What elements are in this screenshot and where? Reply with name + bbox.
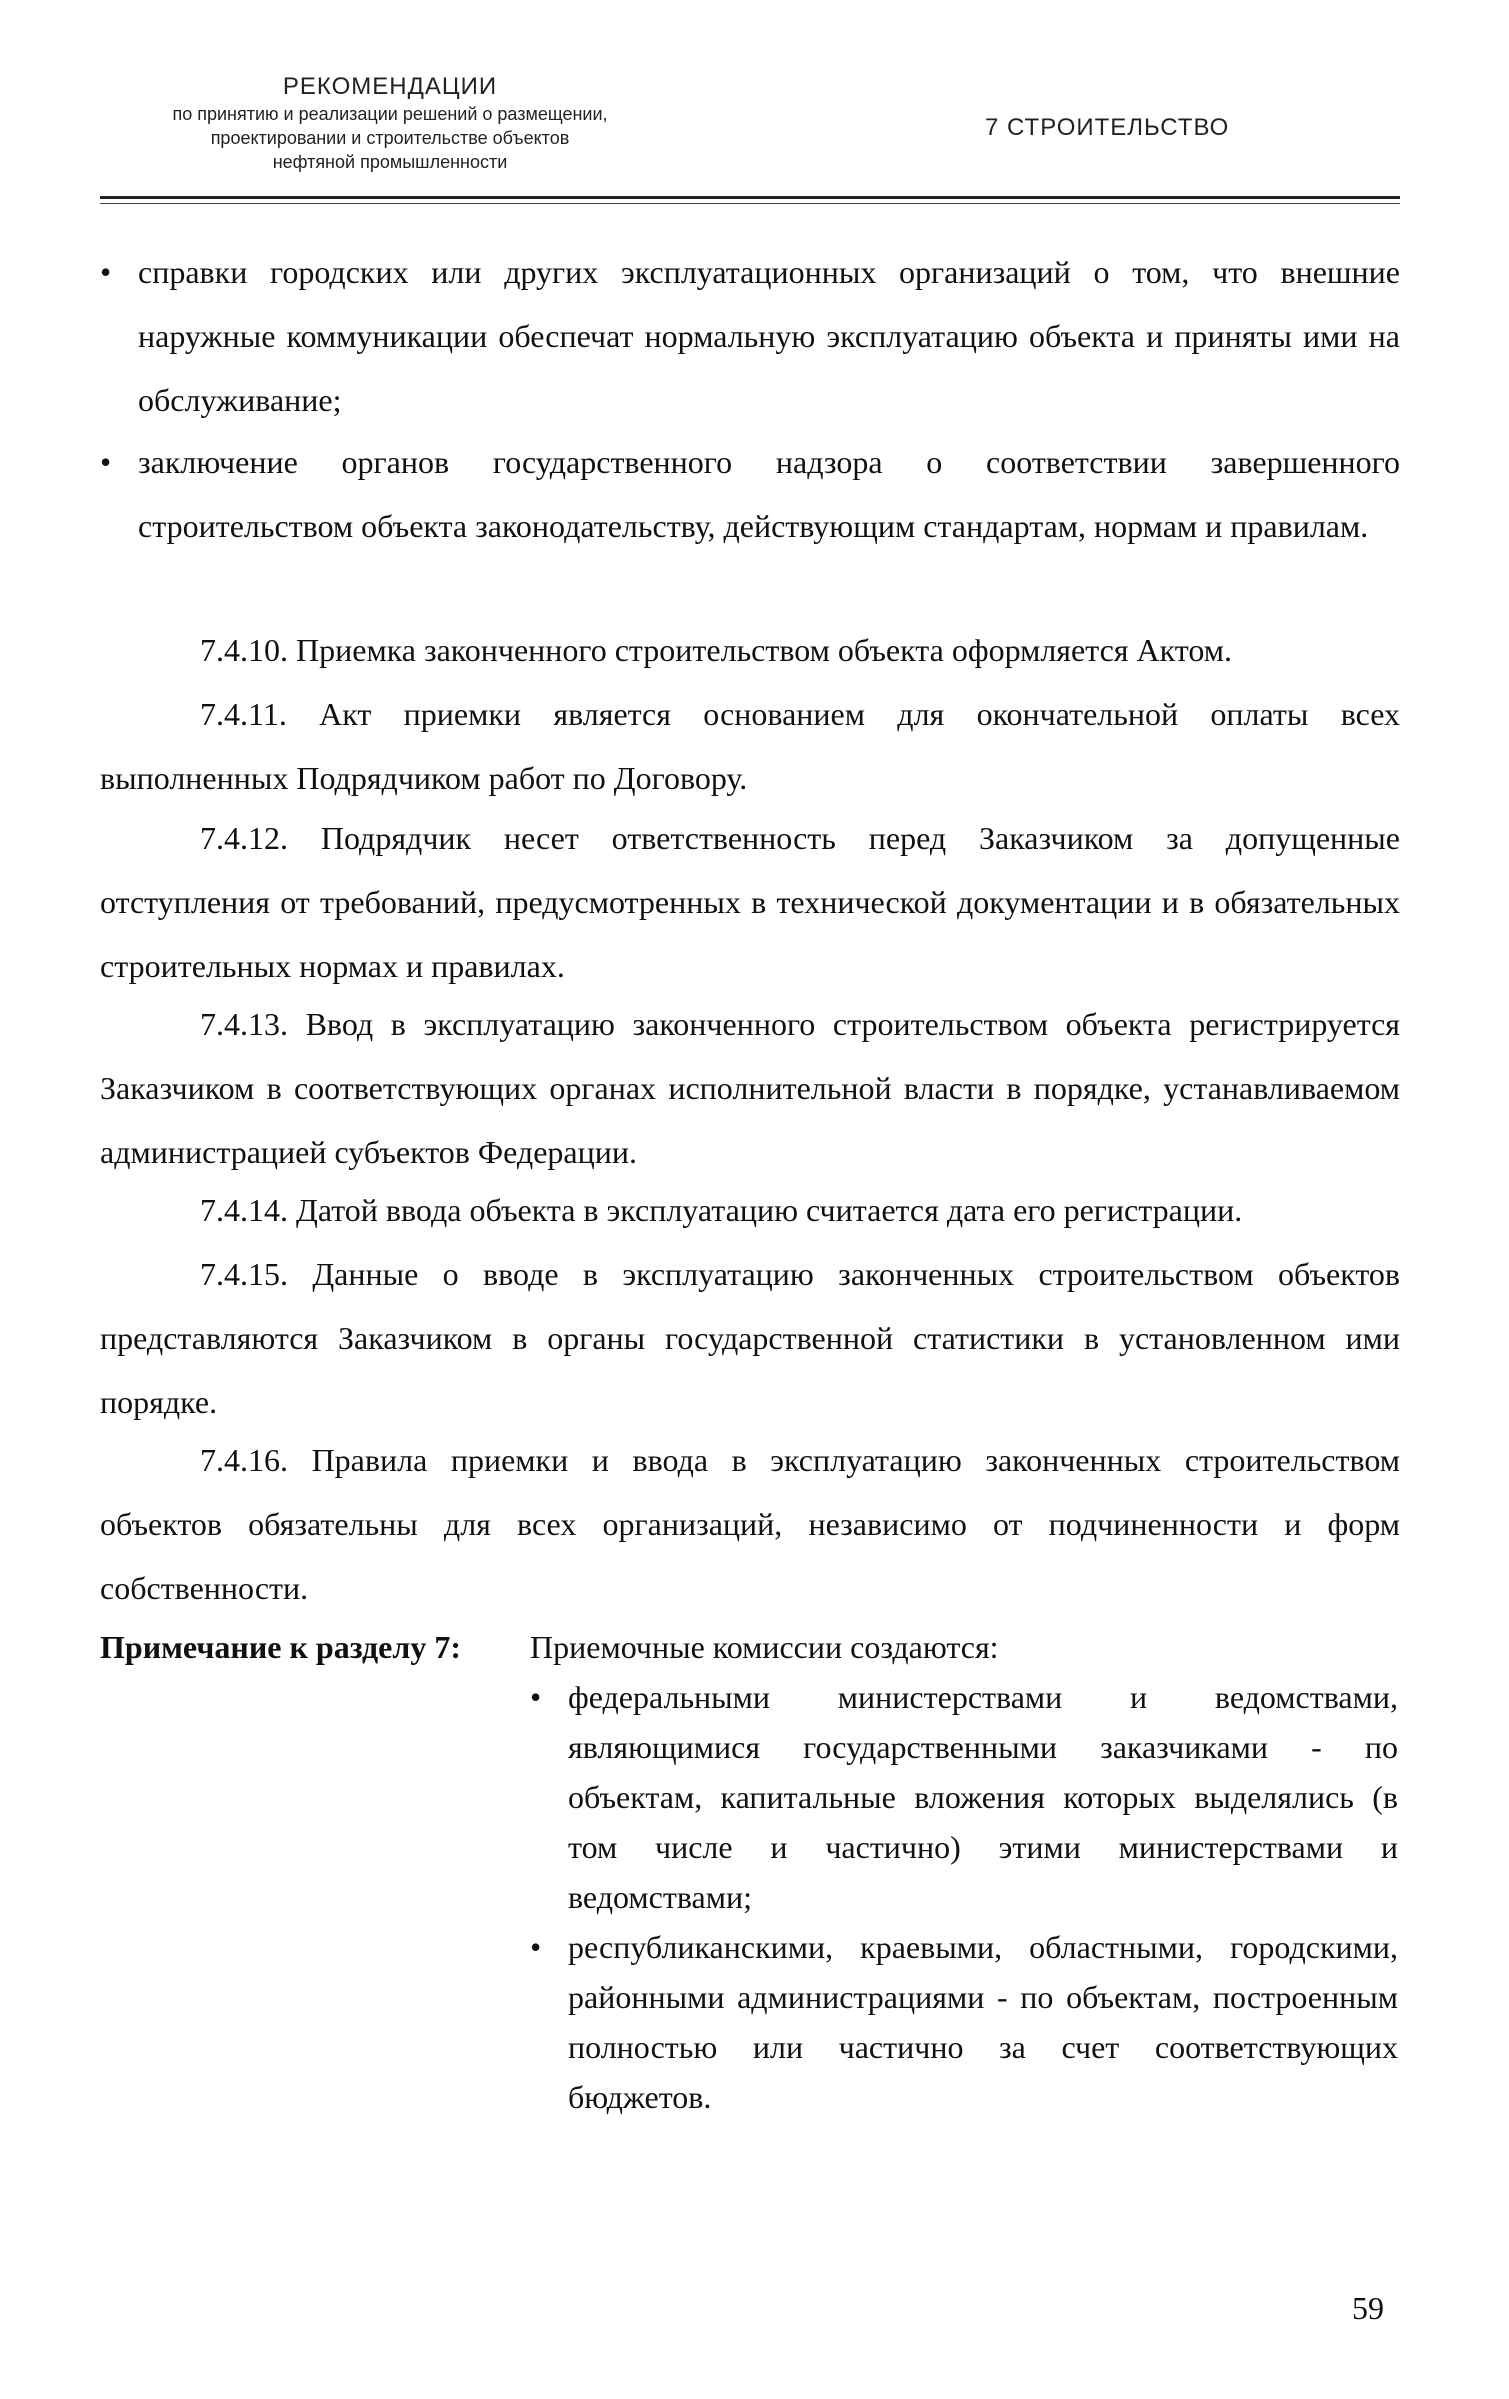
header-subtitle-line: по принятию и реализации решений о размещении, xyxy=(172,104,608,124)
bullet-icon: • xyxy=(530,1929,542,1965)
bullet-icon: • xyxy=(530,1679,542,1715)
header-document-title xyxy=(110,72,670,174)
bullet-item xyxy=(100,430,1400,558)
paragraph-7-4-12: 7.4.12. Подрядчик несет ответственность перед Заказчиком за допущенные отступления от требований, предусмотренных в технической документации и в обязательных строительных нормах и правилах. xyxy=(100,820,1400,984)
header-subtitle-line: проектировании и строительстве объектов xyxy=(210,128,570,148)
paragraph-7-4-11: 7.4.11. Акт приемки является основанием для окончательной оплаты всех выполненных Подрядчиком работ по Договору. xyxy=(100,696,1400,796)
paragraph-7-4-14: 7.4.14. Датой ввода объекта в эксплуатацию считается дата его регистрации. xyxy=(200,1192,1243,1228)
paragraph-7-4-15: 7.4.15. Данные о вводе в эксплуатацию законченных строительством объектов представляются Заказчиком в органы государственной статистики в установленном ими порядке. xyxy=(100,1256,1400,1420)
paragraph-7-4-13: 7.4.13. Ввод в эксплуатацию законченного строительством объекта регистрируется Заказчиком в соответствующих органах исполнительной власти в порядке, устанавливаемом администрацией субъектов Федерации. xyxy=(100,1006,1400,1170)
header-title: РЕКОМЕНДАЦИИ xyxy=(282,73,498,100)
note-label: Примечание к разделу 7: xyxy=(100,1629,461,1665)
note-item-text: республиканскими, краевыми, областными, городскими, районными администрациями - по объектам, построенным полностью или частично за счет соответствующих бюджетов. xyxy=(568,1929,1398,2115)
bullet-icon: • xyxy=(100,444,112,480)
bullet-text: справки городских или других эксплуатационных организаций о том, что внешние наружные коммуникации обеспечат нормальную эксплуатацию объекта и приняты ими на обслуживание; xyxy=(138,254,1400,418)
page-number: 59 xyxy=(1352,2290,1384,2326)
bullet-text: заключение органов государственного надзора о соответствии завершенного строительством объекта законодательству, действующим стандартам, нормам и правилам. xyxy=(138,444,1400,544)
bullet-icon: • xyxy=(100,254,112,290)
note-item-text: федеральными министерствами и ведомствами, являющимися государственными заказчиками - по объектам, капитальные вложения которых выделялись (в том числе и частично) этими министерствами и ведомствами; xyxy=(568,1679,1398,1915)
header-divider-thin xyxy=(100,203,1400,204)
header-divider-thick xyxy=(100,196,1400,199)
paragraph-7-4-16: 7.4.16. Правила приемки и ввода в эксплуатацию законченных строительством объектов обязательны для всех организаций, независимо от подчиненности и форм собственности. xyxy=(100,1442,1400,1606)
bullet-item xyxy=(100,240,1400,432)
note-list-item xyxy=(530,1922,1398,2122)
header-section-name: 7 СТРОИТЕЛЬСТВО xyxy=(985,114,1230,141)
paragraph-7-4-10: 7.4.10. Приемка законченного строительством объекта оформляется Актом. xyxy=(200,632,1232,668)
note-intro: Приемочные комиссии создаются: xyxy=(530,1629,999,1665)
header-subtitle-line: нефтяной промышленности xyxy=(272,152,508,172)
note-list-item xyxy=(530,1672,1398,1922)
